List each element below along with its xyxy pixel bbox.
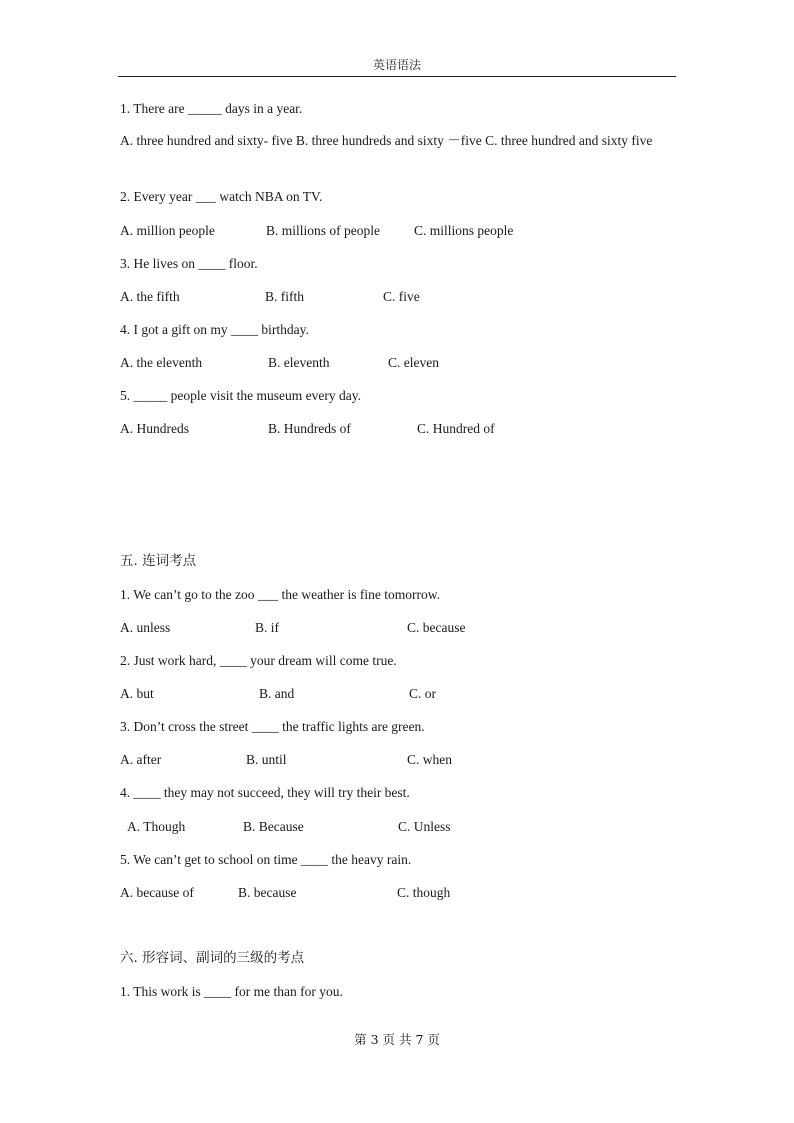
option-a: A. Hundreds	[120, 421, 189, 436]
option-a: A. unless	[120, 620, 171, 635]
option-a: A. the fifth	[120, 289, 180, 304]
page-footer	[0, 1031, 794, 1049]
question-stem: 1. This work is ____ for me than for you.	[120, 984, 343, 999]
option-c: C. Unless	[398, 819, 451, 834]
option-b: B. and	[259, 686, 295, 701]
option-a: A. million people	[120, 223, 215, 238]
option-c: C. millions people	[414, 223, 514, 238]
page-number: 第 3 页 共 7 页	[354, 1032, 440, 1047]
section-title: 六. 形容词、副词的三级的考点	[120, 950, 305, 966]
option-c: C. eleven	[388, 355, 439, 370]
option-b: B. eleventh	[268, 355, 330, 370]
option-a: A. because of	[120, 885, 194, 900]
option-a: A. Though	[127, 819, 186, 834]
option-b: B. millions of people	[266, 223, 380, 238]
question-stem: 2. Every year ___ watch NBA on TV.	[120, 189, 323, 204]
option-a: A. but	[120, 686, 154, 701]
header-title: 英语语法	[372, 58, 421, 72]
option-b: B. Because	[243, 819, 304, 834]
option-b: B. if	[255, 620, 280, 635]
question-stem: 4. I got a gift on my ____ birthday.	[120, 322, 309, 337]
option-b: B. until	[246, 752, 287, 767]
question-stem: 1. We can’t go to the zoo ___ the weather is fine tomorrow.	[120, 587, 440, 602]
option-c: C. though	[397, 885, 451, 900]
option-a: A. after	[120, 752, 162, 767]
option-c: C. Hundred of	[417, 421, 495, 436]
question-stem: 1. There are _____ days in a year.	[120, 101, 303, 116]
question-stem: 3. Don’t cross the street ____ the traffic lights are green.	[120, 719, 425, 734]
question-options: A. three hundred and sixty- five B. three hundreds and sixty －five C. three hundred and sixty five	[120, 133, 653, 148]
question-stem: 5. We can’t get to school on time ____ the heavy rain.	[120, 852, 412, 867]
section-title: 五. 连词考点	[120, 553, 197, 569]
option-b: B. fifth	[265, 289, 304, 304]
question-stem: 4. ____ they may not succeed, they will try their best.	[120, 785, 410, 800]
option-c: C. five	[383, 289, 420, 304]
option-b: B. because	[238, 885, 297, 900]
option-b: B. Hundreds of	[268, 421, 351, 436]
question-stem: 2. Just work hard, ____ your dream will come true.	[120, 653, 397, 668]
option-a: A. the eleventh	[120, 355, 203, 370]
option-c: C. because	[407, 620, 466, 635]
page-header	[118, 56, 676, 77]
option-c: C. or	[409, 686, 436, 701]
question-stem: 3. He lives on ____ floor.	[120, 256, 258, 271]
option-c: C. when	[407, 752, 452, 767]
question-stem: 5. _____ people visit the museum every day.	[120, 388, 361, 403]
